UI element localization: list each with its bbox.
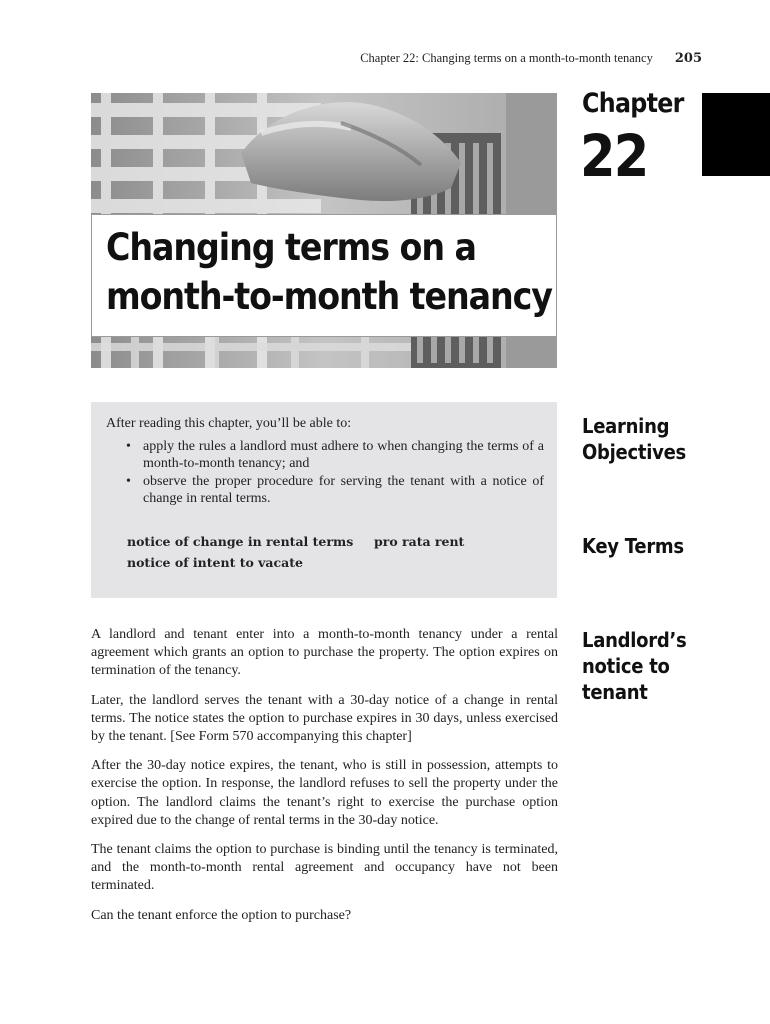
body-paragraph: Can the tenant enforce the option to purchase? [91, 907, 352, 923]
body-paragraph: After the 30-day notice expires, the tenant, who is still in possession, attempts to exercise the option. In response, the landlord refuses to sell the property under the option. The landlord claims the tenant’s right to exercise the purchase option expired due to the change of rental terms in the 30-day notice. [91, 758, 558, 828]
objectives-intro: After reading this chapter, you’ll be able to: [106, 416, 352, 431]
objectives-list [126, 438, 544, 508]
chapter-title-line1: Changing terms on a [106, 226, 476, 269]
section-heading-line3: tenant [582, 680, 648, 704]
chapter-title-line2: month-to-month tenancy [106, 275, 552, 318]
learning-objectives-heading: Learning Objectives [582, 414, 686, 464]
chapter-title-box [91, 214, 557, 337]
key-term: notice of change in rental terms [127, 534, 354, 549]
body-paragraph: Later, the landlord serves the tenant with a 30-day notice of a change in rental terms. The notice states the option to purchase expires in 30 days, unless exercised by the tenant. [See Form 570 accompanying this chapter] [91, 692, 558, 745]
body-paragraph: A landlord and tenant enter into a month-to-month tenancy under a rental agreement which grants an option to purchase the property. The option expires on termination of the tenancy. [91, 627, 558, 679]
section-heading [582, 627, 686, 705]
chapter-number: 22 [580, 122, 648, 190]
page-number: 205 [674, 51, 702, 66]
chapter-title [106, 223, 556, 321]
objective-item: • observe the proper procedure for serving the tenant with a notice of change in rental terms. [126, 473, 544, 507]
learning-objectives-box [91, 402, 557, 598]
objective-item: • apply the rules a landlord must adhere to when changing the terms of a month-to-month tenancy; and [126, 438, 544, 472]
section-heading-line1: Landlord’s [582, 628, 687, 652]
chapter-label: Chapter [582, 88, 684, 119]
chapter-tab-marker [702, 93, 770, 176]
key-terms-heading: Key Terms [582, 534, 684, 558]
body-paragraph: The tenant claims the option to purchase is binding until the tenancy is terminated, and the month-to-month rental agreement and occupancy have not been terminated. [91, 842, 558, 894]
running-title: Chapter 22: Changing terms on a month-to-month tenancy [360, 51, 653, 65]
running-header [300, 51, 702, 69]
section-heading-line2: notice to [582, 654, 670, 678]
body-text [91, 626, 558, 936]
key-term: notice of intent to vacate [127, 555, 303, 570]
key-term: pro rata rent [374, 534, 465, 549]
